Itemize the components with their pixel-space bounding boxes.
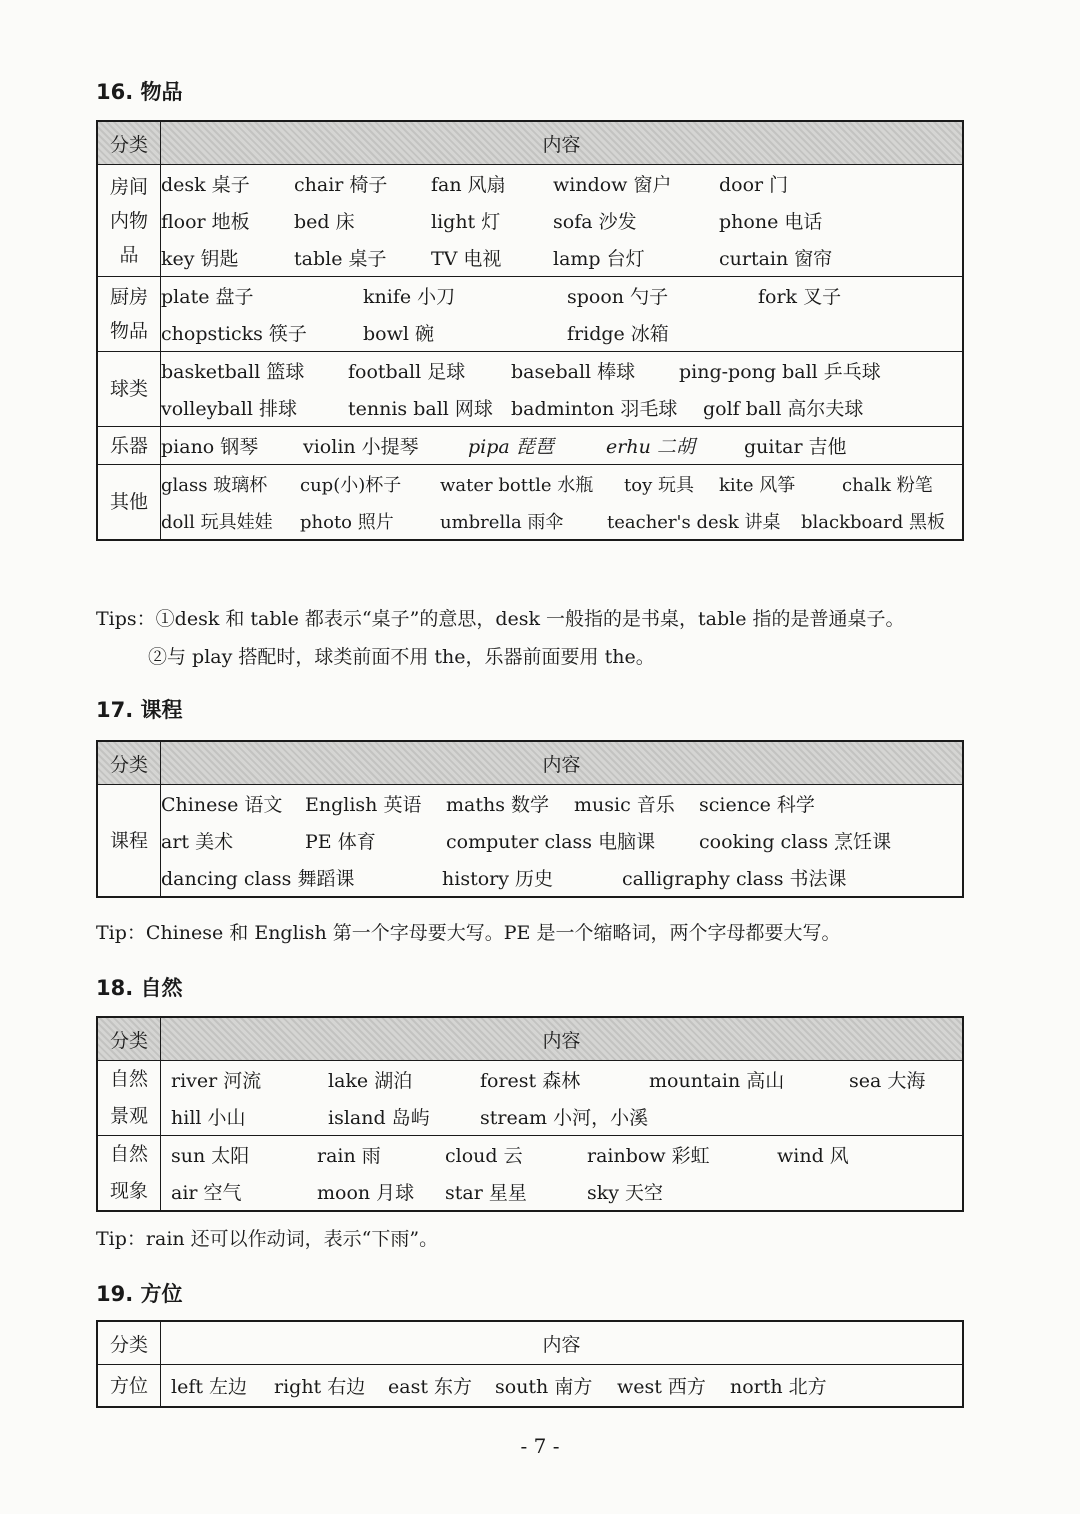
section-19-title: 19. 方位 [96,1282,183,1306]
content-cell [161,1365,964,1408]
word: rain 雨 [317,1145,381,1167]
word: plate 盘子 [161,286,254,308]
word: violin 小提琴 [303,436,419,458]
word: guitar 吉他 [744,436,847,458]
word-line [161,389,962,426]
word: chair 椅子 [294,174,388,196]
word: mountain 高山 [649,1070,785,1092]
word: blackboard 黑板 [801,511,945,533]
word: right 右边 [274,1376,366,1398]
content-cell [161,277,964,352]
word: maths 数学 [446,794,550,816]
word: north 北方 [730,1376,827,1398]
word-line [161,239,962,276]
content-cell [161,1136,964,1212]
word: PE 体育 [305,831,376,853]
word: table 桌子 [294,248,387,270]
word: key 钥匙 [161,248,239,270]
word-line [171,1173,962,1210]
word: Chinese 语文 [161,794,283,816]
word: stream 小河，小溪 [480,1107,649,1129]
word: south 南方 [495,1376,593,1398]
word: fork 叉子 [758,286,842,308]
items-table [96,120,964,541]
word-line [161,502,962,539]
word-line [161,202,962,239]
word-line [171,1136,962,1173]
table-header-category: 分类 [97,1017,161,1061]
category-cell: 乐器 [97,427,161,465]
word: chopsticks 筷子 [161,323,307,345]
word: dancing class 舞蹈课 [161,868,355,890]
word: glass 玻璃杯 [161,474,268,496]
word: pipa 琵琶 [468,436,554,458]
word: moon 月球 [317,1182,415,1204]
word: knife 小刀 [363,286,456,308]
word: calligraphy class 书法课 [622,868,847,890]
word: computer class 电脑课 [446,831,656,853]
word-line [171,1367,962,1404]
word: golf ball 高尔夫球 [703,398,864,420]
word-line [171,1061,962,1098]
tip-17: Tip：Chinese 和 English 第一个字母要大写。PE 是一个缩略词，两个字母都要大写。 [96,922,841,944]
word: sun 太阳 [171,1145,250,1167]
category-cell: 厨房物品 [97,277,161,352]
page-number: - 7 - [520,1434,560,1458]
word: desk 桌子 [161,174,250,196]
word: cup(小)杯子 [300,474,402,496]
word: tennis ball 网球 [348,398,493,420]
word: rainbow 彩虹 [587,1145,710,1167]
tip-18: Tip：rain 还可以作动词，表示“下雨”。 [96,1228,439,1250]
word: basketball 篮球 [161,361,305,383]
content-cell [161,1061,964,1136]
word: sea 大海 [849,1070,926,1092]
word: left 左边 [171,1376,248,1398]
word: phone 电话 [719,211,823,233]
table-header-category: 分类 [97,1321,161,1365]
word-line [171,1098,962,1135]
word: English 英语 [305,794,422,816]
table-header-category: 分类 [97,741,161,785]
directions-table [96,1320,964,1408]
table-header-content: 内容 [161,121,964,165]
word: teacher's desk 讲桌 [607,511,781,533]
category-cell: 房间内物品 [97,165,161,277]
table-header-category: 分类 [97,121,161,165]
word: fridge 冰箱 [567,323,669,345]
section-18-title: 18. 自然 [96,976,183,1000]
word: science 科学 [699,794,815,816]
word: photo 照片 [300,511,394,533]
word: bed 床 [294,211,355,233]
tip-16-1: Tips：①desk 和 table 都表示“桌子”的意思，desk 一般指的是书桌，table 指的是普通桌子。 [96,608,905,630]
word: cooking class 烹饪课 [699,831,892,853]
word-line [161,859,962,896]
category-cell: 球类 [97,352,161,427]
word: doll 玩具娃娃 [161,511,273,533]
category-cell: 其他 [97,465,161,541]
word: river 河流 [171,1070,262,1092]
word-line [161,352,962,389]
section-16-title: 16. 物品 [96,80,183,104]
content-cell [161,785,964,898]
word: sky 天空 [587,1182,664,1204]
word: football 足球 [348,361,466,383]
word-line [161,277,962,314]
word: erhu 二胡 [606,436,695,458]
word: ping-pong ball 乒乓球 [679,361,881,383]
category-cell: 课程 [97,785,161,898]
word-line [161,465,962,502]
word: badminton 羽毛球 [511,398,678,420]
content-cell [161,427,964,465]
word: west 西方 [617,1376,706,1398]
word: curtain 窗帘 [719,248,833,270]
word: window 窗户 [553,174,672,196]
word: floor 地板 [161,211,250,233]
content-cell [161,352,964,427]
word: toy 玩具 [624,474,694,496]
word: air 空气 [171,1182,242,1204]
word-line [161,427,962,464]
category-cell: 方位 [97,1365,161,1408]
word: wind 风 [777,1145,849,1167]
word-line [161,165,962,202]
section-17-title: 17. 课程 [96,698,183,722]
content-cell [161,465,964,541]
word: water bottle 水瓶 [440,474,594,496]
word: TV 电视 [431,248,502,270]
content-cell [161,165,964,277]
word-line [161,314,962,351]
word: umbrella 雨伞 [440,511,564,533]
word: east 东方 [388,1376,472,1398]
word: forest 森林 [480,1070,581,1092]
tip-16-2: ②与 play 搭配时，球类前面不用 the，乐器前面要用 the。 [148,646,655,668]
word: lamp 台灯 [553,248,645,270]
word: hill 小山 [171,1107,246,1129]
category-cell: 自然景观 [97,1061,161,1136]
category-cell: 自然现象 [97,1136,161,1212]
word: baseball 棒球 [511,361,636,383]
word-line [161,785,962,822]
nature-table [96,1016,964,1212]
courses-table [96,740,964,898]
table-header-content: 内容 [161,1017,964,1061]
word: piano 钢琴 [161,436,259,458]
word: spoon 勺子 [567,286,669,308]
word: kite 风筝 [719,474,796,496]
word: sofa 沙发 [553,211,637,233]
table-header-content: 内容 [161,1321,964,1365]
word: fan 风扇 [431,174,506,196]
word: star 星星 [445,1182,527,1204]
word: history 历史 [442,868,553,890]
word: music 音乐 [574,794,675,816]
word: cloud 云 [445,1145,523,1167]
word-line [161,822,962,859]
word: lake 湖泊 [328,1070,413,1092]
word: chalk 粉笔 [842,474,933,496]
word: light 灯 [431,211,501,233]
word: art 美术 [161,831,234,853]
word: island 岛屿 [328,1107,430,1129]
word: bowl 碗 [363,323,434,345]
word: volleyball 排球 [161,398,297,420]
word: door 门 [719,174,789,196]
table-header-content: 内容 [161,741,964,785]
